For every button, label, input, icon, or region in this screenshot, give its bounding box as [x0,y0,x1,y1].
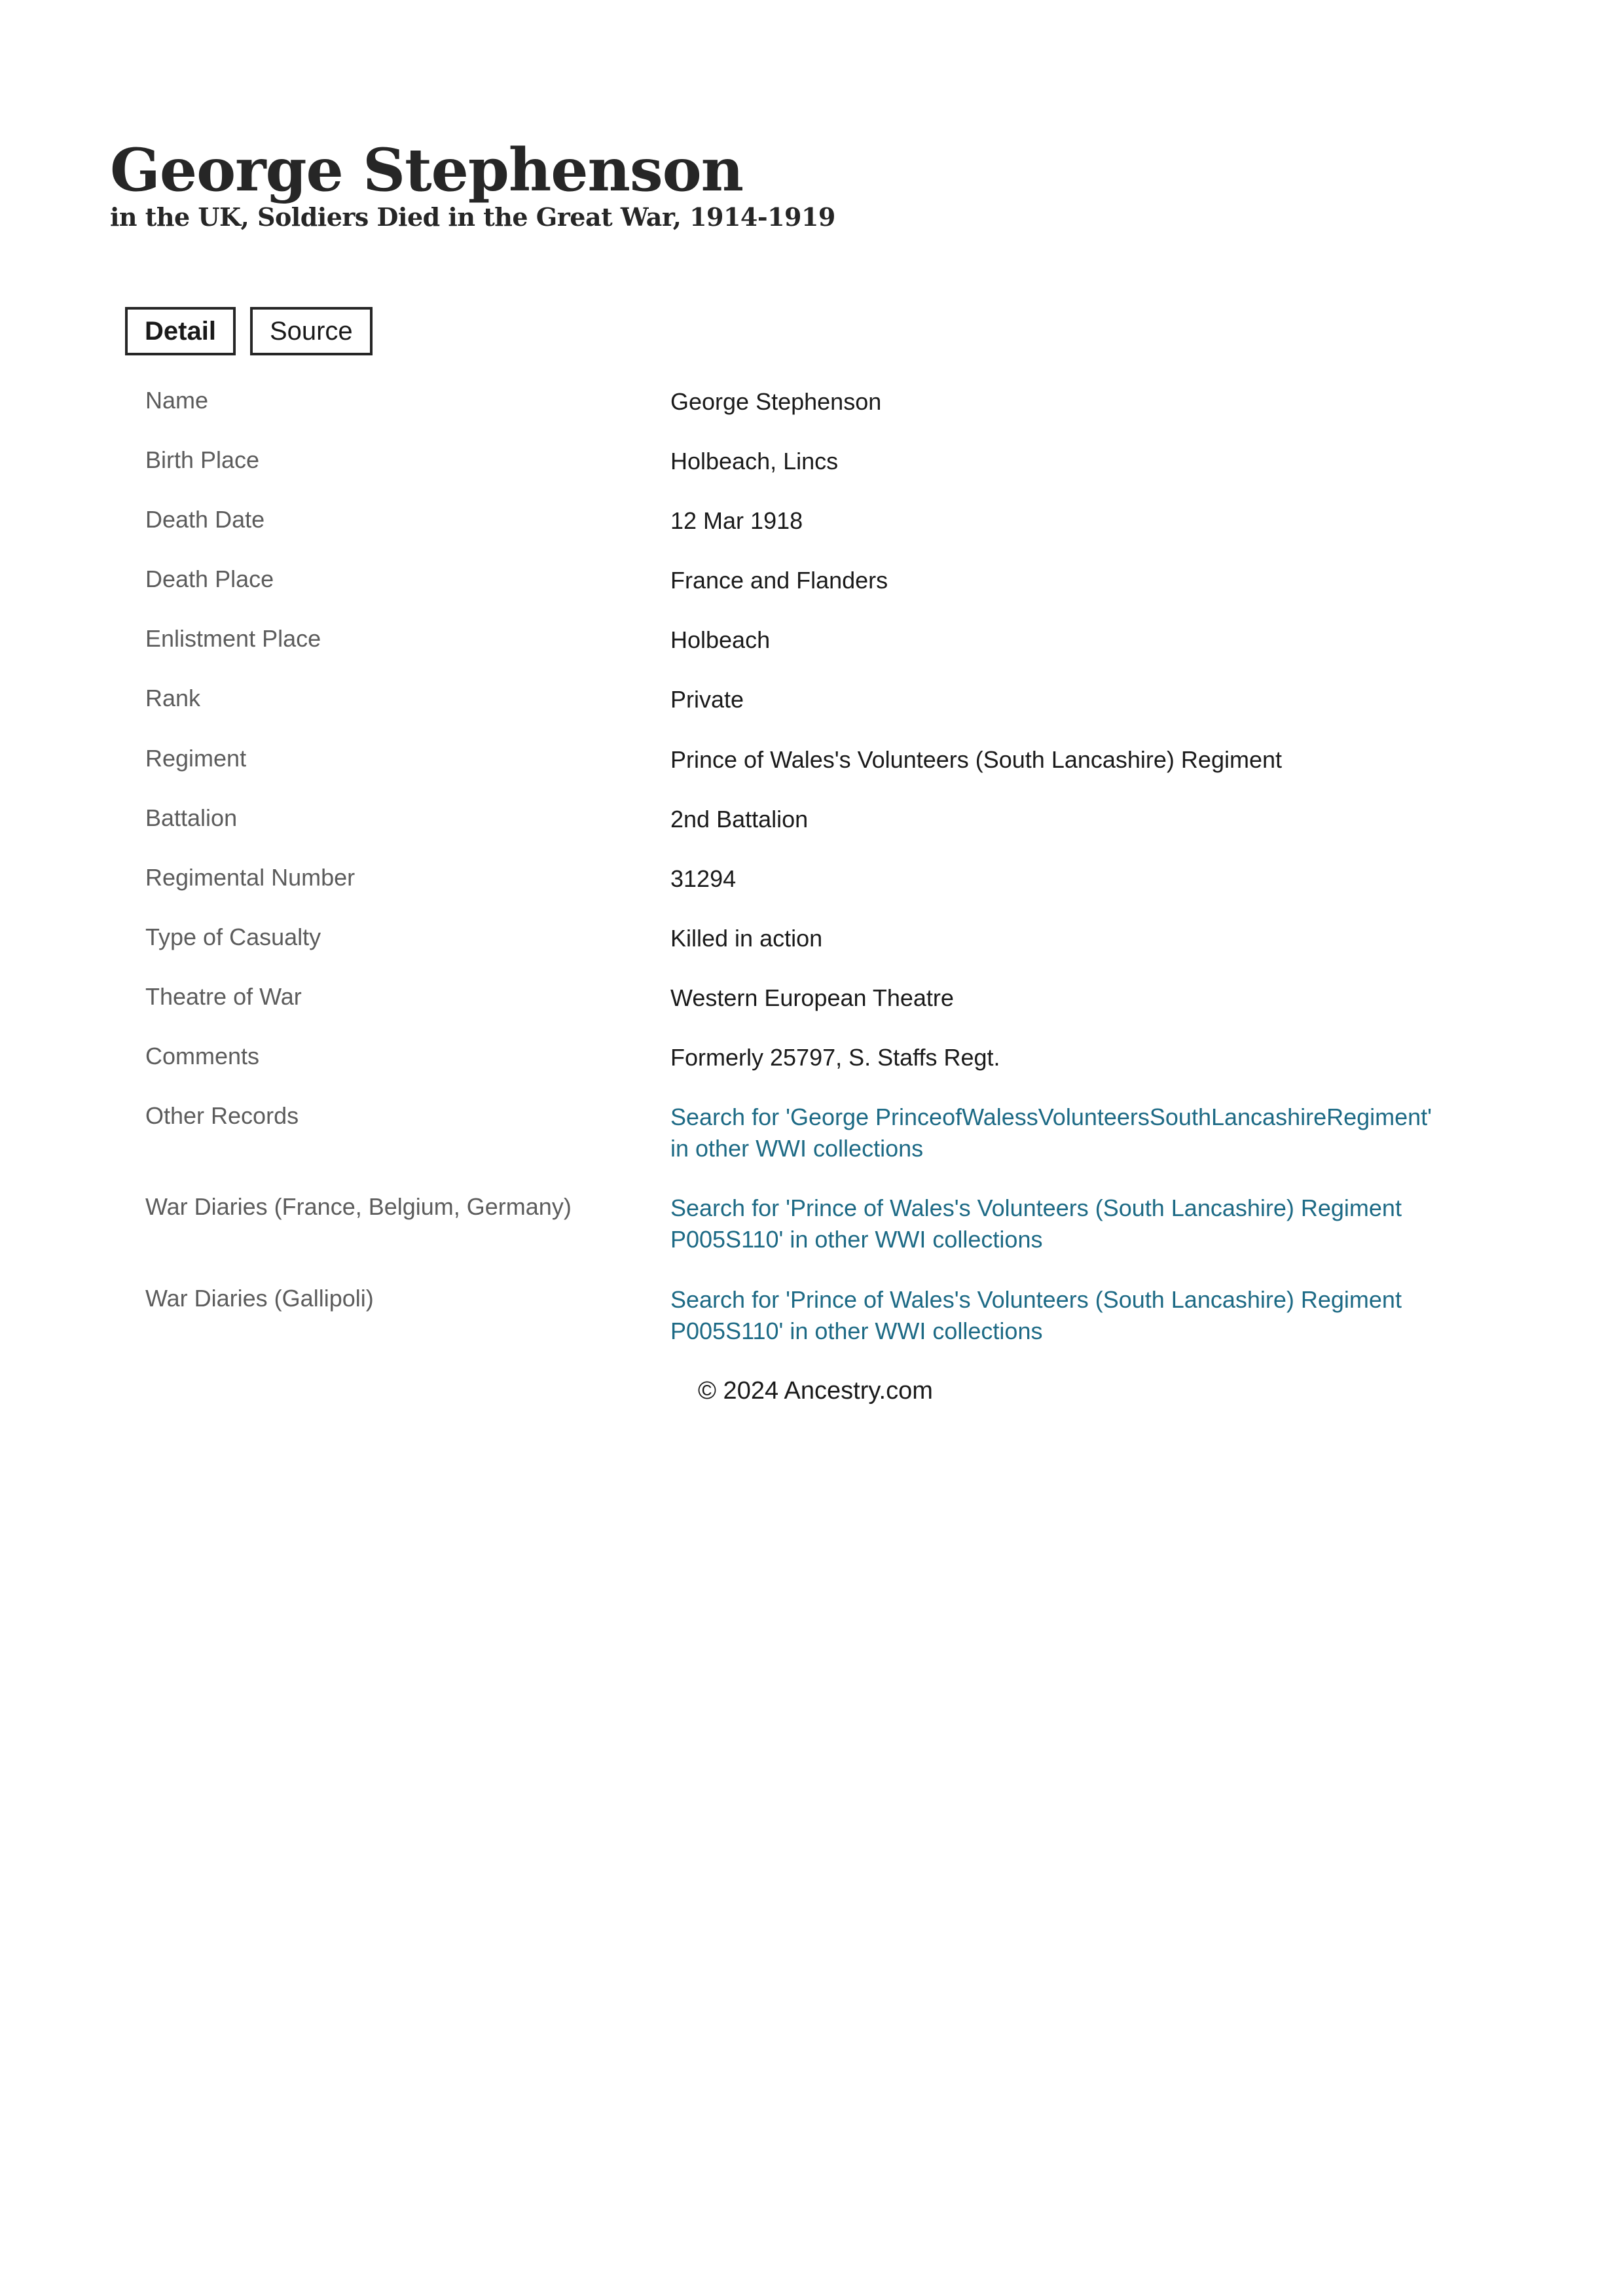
link-text-line: Search for 'Prince of Wales's Volunteers (South Lancashire) Regiment [670,1286,1402,1313]
detail-label: War Diaries (Gallipoli) [145,1285,374,1312]
tab-detail[interactable]: Detail [125,307,236,355]
detail-value: Holbeach, Lincs [670,448,839,475]
detail-value [670,1284,1522,1347]
detail-label: Other Records [145,1102,299,1129]
detail-value: Killed in action [670,925,823,952]
war-diaries-gallipoli-search-link[interactable] [670,1286,1402,1344]
detail-label: Death Place [145,565,274,592]
detail-label: Battalion [145,804,238,831]
record-header [110,134,835,234]
detail-label: Name [145,387,209,414]
war-diaries-france-search-link[interactable] [670,1194,1402,1253]
other-records-search-link[interactable] [670,1103,1432,1162]
detail-label: Type of Casualty [145,924,321,950]
link-text-line: P005S110' in other WWI collections [670,1226,1043,1253]
detail-value: 2nd Battalion [670,806,809,833]
link-text-line: P005S110' in other WWI collections [670,1318,1043,1344]
detail-value: Formerly 25797, S. Staffs Regt. [670,1044,1000,1071]
detail-value: Prince of Wales's Volunteers (South Lancashire) Regiment [670,746,1282,773]
link-text-line: Search for 'Prince of Wales's Volunteers (South Lancashire) Regiment [670,1194,1402,1221]
detail-value: 12 Mar 1918 [670,507,803,534]
link-text-line: Search for 'George PrinceofWalessVolunteersSouthLancashireRegiment' [670,1103,1432,1130]
detail-value: Private [670,686,744,713]
detail-value [670,1193,1522,1255]
detail-label: Regiment [145,745,247,772]
copyright-footer: © 2024 Ancestry.com [698,1377,933,1405]
tab-source[interactable]: Source [250,307,373,355]
collection-subtitle: in the UK, Soldiers Died in the Great War, 1914-1919 [110,202,835,232]
link-text-line: in other WWI collections [670,1135,924,1162]
detail-label: Regimental Number [145,864,356,891]
detail-label: Death Date [145,506,265,533]
detail-value: Western European Theatre [670,984,954,1011]
detail-label: Enlistment Place [145,625,321,652]
page-title: George Stephenson [110,135,744,205]
detail-value: George Stephenson [670,388,882,415]
record-tabs [125,307,373,355]
detail-label: Theatre of War [145,983,302,1010]
detail-label: Comments [145,1043,260,1069]
detail-value: France and Flanders [670,567,888,594]
detail-value: Holbeach [670,626,771,653]
detail-label: Rank [145,685,201,711]
detail-value: 31294 [670,865,737,892]
detail-value [670,1102,1522,1164]
detail-label: Birth Place [145,446,260,473]
detail-label: War Diaries (France, Belgium, Germany) [145,1193,572,1220]
